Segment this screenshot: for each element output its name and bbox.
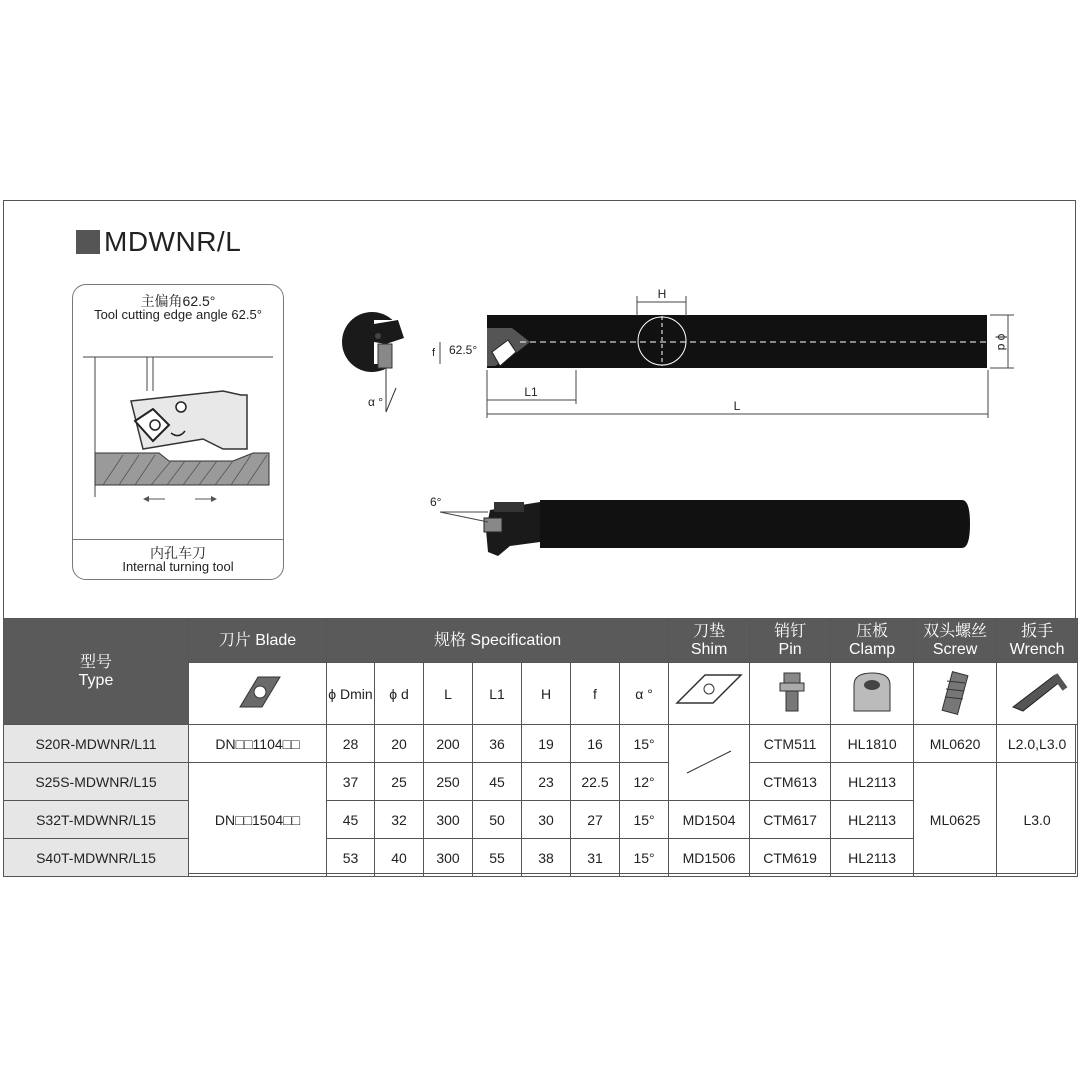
cell-alpha: 15° bbox=[620, 801, 669, 839]
angle-dim-label: 62.5° bbox=[449, 343, 478, 357]
cell-pin: CTM511 bbox=[750, 725, 831, 763]
header-clamp: 压板 Clamp bbox=[831, 619, 914, 663]
cell-d: 20 bbox=[375, 725, 424, 763]
cell-dmin: 37 bbox=[327, 763, 375, 801]
row-blade: DN□□1104□□ bbox=[189, 725, 327, 763]
cell-d: 40 bbox=[375, 839, 424, 877]
cell-l: 300 bbox=[424, 839, 473, 877]
row-type: S25S-MDWNR/L15 bbox=[4, 763, 189, 801]
row-type: S40T-MDWNR/L15 bbox=[4, 839, 189, 877]
wrench-icon bbox=[999, 667, 1075, 717]
cell-shim: MD1504 bbox=[669, 801, 750, 839]
cell-l: 250 bbox=[424, 763, 473, 801]
cell-f: 16 bbox=[571, 725, 620, 763]
sub-f: f bbox=[571, 663, 620, 725]
wrench-image-cell bbox=[997, 663, 1078, 725]
cell-dmin: 53 bbox=[327, 839, 375, 877]
six-degree-label: 6° bbox=[430, 495, 442, 509]
header-pin: 销钉 Pin bbox=[750, 619, 831, 663]
cell-l1: 36 bbox=[473, 725, 522, 763]
cell-clamp: HL2113 bbox=[831, 763, 914, 801]
table-row bbox=[4, 725, 1078, 763]
sub-d: ϕ d bbox=[375, 663, 424, 725]
cell-pin: CTM619 bbox=[750, 839, 831, 877]
cell-dmin: 45 bbox=[327, 801, 375, 839]
screw-image-cell bbox=[914, 663, 997, 725]
cell-wrench: L2.0,L3.0 bbox=[997, 725, 1078, 763]
cell-dmin: 28 bbox=[327, 725, 375, 763]
cell-pin: CTM613 bbox=[750, 763, 831, 801]
tool-top-view bbox=[432, 287, 1014, 418]
cell-d: 32 bbox=[375, 801, 424, 839]
shim-image-cell bbox=[669, 663, 750, 725]
cell-clamp: HL1810 bbox=[831, 725, 914, 763]
angle-en-label: Tool cutting edge angle 62.5° bbox=[94, 307, 262, 322]
product-title bbox=[76, 228, 241, 256]
cell-h: 23 bbox=[522, 763, 571, 801]
blade-image-cell bbox=[189, 663, 327, 725]
header-blade: 刀片 Blade bbox=[189, 619, 327, 663]
cell-screw: ML0620 bbox=[914, 725, 997, 763]
cell-pin: CTM617 bbox=[750, 801, 831, 839]
cell-screw: ML0625 bbox=[914, 763, 997, 877]
table-row bbox=[4, 763, 1078, 801]
pin-image-cell bbox=[750, 663, 831, 725]
sub-l1: L1 bbox=[473, 663, 522, 725]
cell-f: 31 bbox=[571, 839, 620, 877]
cell-alpha: 15° bbox=[620, 839, 669, 877]
cell-l: 200 bbox=[424, 725, 473, 763]
cell-clamp: HL2113 bbox=[831, 839, 914, 877]
cell-alpha: 15° bbox=[620, 725, 669, 763]
row-blade: DN□□1504□□ bbox=[189, 763, 327, 877]
shim-none-cell bbox=[669, 725, 750, 801]
cell-l1: 45 bbox=[473, 763, 522, 801]
l-dim-label: L bbox=[733, 399, 741, 413]
cell-f: 27 bbox=[571, 801, 620, 839]
cell-l1: 55 bbox=[473, 839, 522, 877]
header-type: 型号 Type bbox=[4, 619, 189, 725]
sub-alpha: α ° bbox=[620, 663, 669, 725]
sub-h: H bbox=[522, 663, 571, 725]
cell-l: 300 bbox=[424, 801, 473, 839]
tool-end-view bbox=[342, 312, 404, 412]
header-shim: 刀垫 Shim bbox=[669, 619, 750, 663]
specification-table bbox=[3, 618, 1078, 877]
cell-f: 22.5 bbox=[571, 763, 620, 801]
cell-clamp: HL2113 bbox=[831, 801, 914, 839]
caption-en-label: Internal turning tool bbox=[122, 559, 234, 574]
product-title-text: MDWNR/L bbox=[104, 226, 242, 257]
screw-icon bbox=[917, 667, 993, 717]
pin-icon bbox=[752, 667, 828, 717]
slash-icon bbox=[671, 741, 747, 781]
l1-dim-label: L1 bbox=[524, 385, 538, 399]
header-specification: 规格 Specification bbox=[327, 619, 669, 663]
header-screw: 双头螺丝 Screw bbox=[914, 619, 997, 663]
sub-dmin: ϕ Dmin bbox=[327, 663, 375, 725]
clamp-icon bbox=[834, 667, 910, 717]
h-dim-label: H bbox=[657, 287, 667, 301]
blade-insert-icon bbox=[218, 667, 298, 717]
cell-alpha: 12° bbox=[620, 763, 669, 801]
cell-d: 25 bbox=[375, 763, 424, 801]
alpha-label: α ° bbox=[368, 395, 384, 409]
cell-shim: MD1506 bbox=[669, 839, 750, 877]
header-wrench: 扳手 Wrench bbox=[997, 619, 1078, 663]
sub-l: L bbox=[424, 663, 473, 725]
caption-cn-label: 内孔车刀 bbox=[150, 545, 206, 561]
row-type: S20R-MDWNR/L11 bbox=[4, 725, 189, 763]
row-type: S32T-MDWNR/L15 bbox=[4, 801, 189, 839]
cell-h: 38 bbox=[522, 839, 571, 877]
cell-h: 19 bbox=[522, 725, 571, 763]
cell-h: 30 bbox=[522, 801, 571, 839]
tool-side-view bbox=[430, 495, 970, 556]
shim-icon bbox=[671, 667, 747, 717]
angle-cn-label: 主偏角62.5° bbox=[140, 293, 216, 309]
tool-drawings bbox=[0, 280, 1080, 610]
d-dim-label: ϕ d bbox=[995, 333, 1009, 351]
f-dim-label: f bbox=[432, 347, 436, 359]
title-square-icon bbox=[76, 230, 100, 254]
cell-wrench: L3.0 bbox=[997, 763, 1078, 877]
clamp-image-cell bbox=[831, 663, 914, 725]
cell-l1: 50 bbox=[473, 801, 522, 839]
